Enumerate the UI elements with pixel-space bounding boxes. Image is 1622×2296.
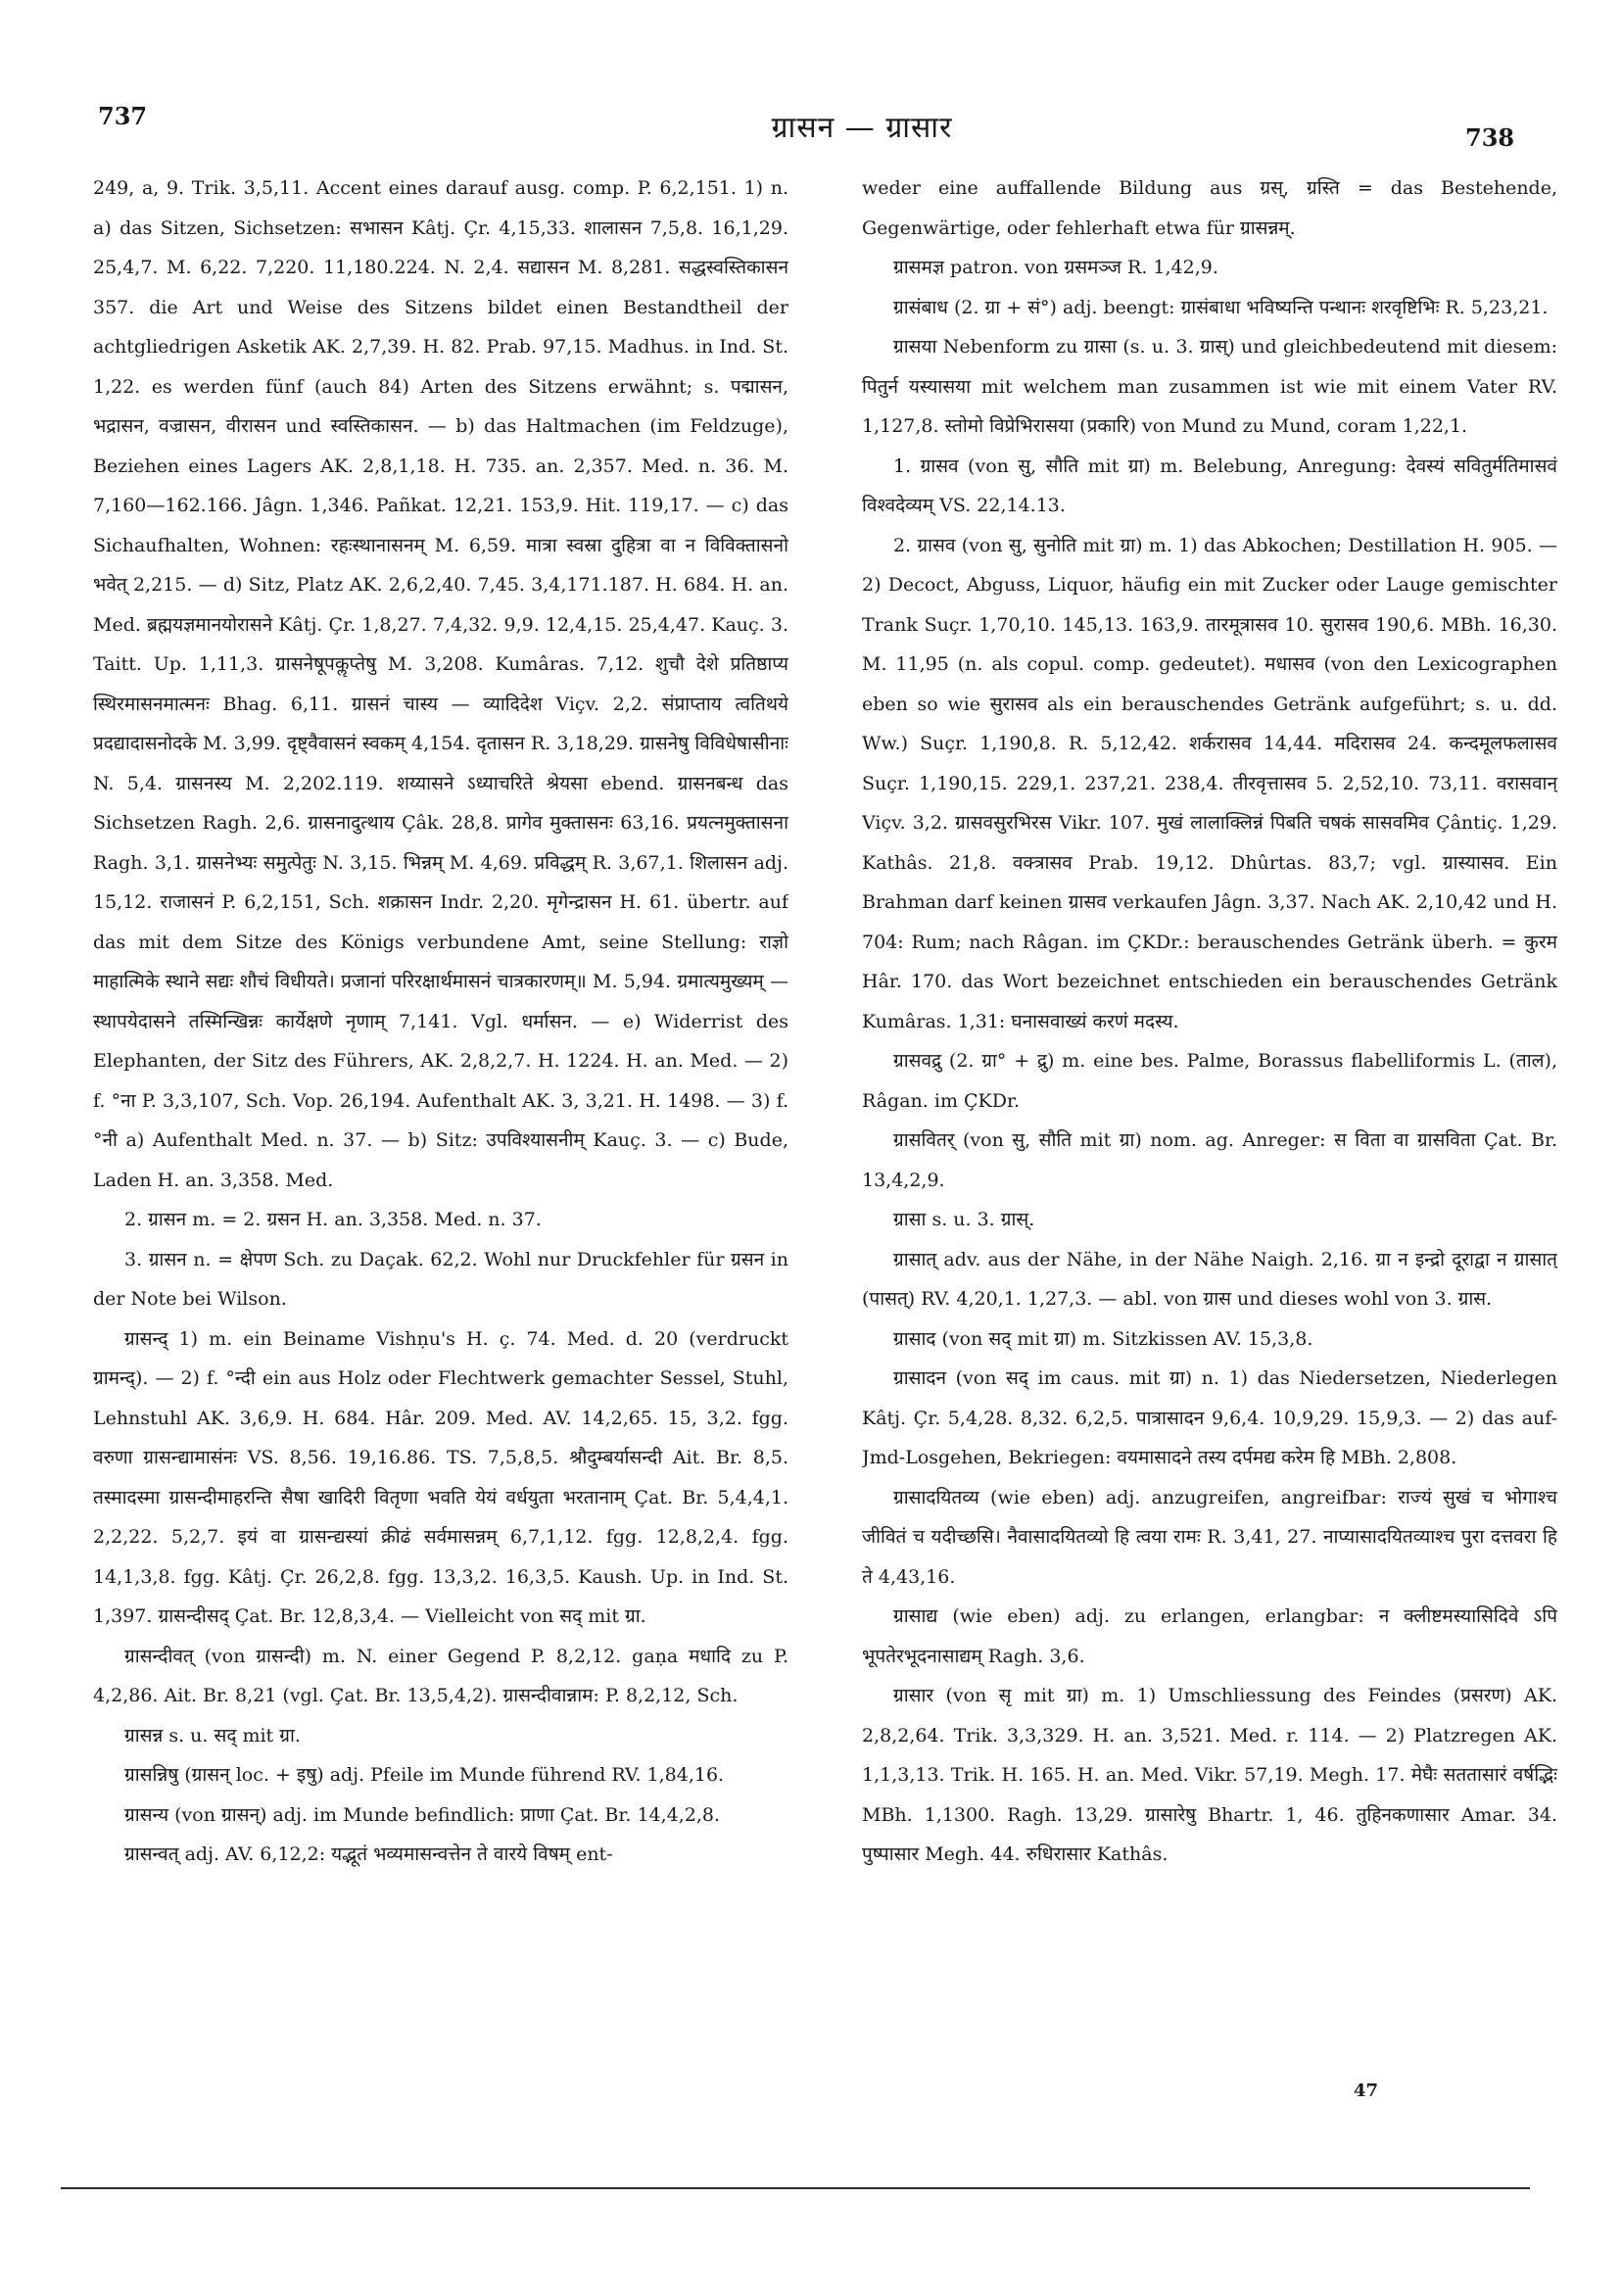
- entry-paragraph: ग्रासंबाध (2. ग्रा + सं°) adj. beengt: ग्रासंबाधा भविष्यन्ति पन्थानः शरवृष्टिभिः R. 5,23,21.: [893, 296, 1549, 318]
- entry-paragraph: ग्रासादयितव्य (wie eben) adj. anzugreifen, angreifbar: राज्यं सुखं च भोगाश्च जीवितं च यदीच्छसि। नैवासादयितव्यो हि त्वया रामः R. 3,41, 27. नाप्यासादयितव्याश्च पुरा दत्तवरा हि ते 4,43,16.: [862, 1486, 1557, 1588]
- left-column: [93, 168, 788, 2137]
- entry-paragraph: ग्रासन्द् 1) m. ein Beiname Vishṇu's H. ç. 74. Med. d. 20 (verdruckt ग्रामन्द्). — 2) f. °न्दी ein aus Holz oder Flechtwerk gemachter Sessel, Stuhl, Lehnstuhl AK. 3,6,9. H. 684. Hâr. 209. Med. AV. 14,2,65. 15, 3,2. fgg. वरुणा ग्रासन्द्यामासंनः VS. 8,56. 19,16.86. TS. 7,5,8,5. श्रौदुम्बर्यासन्दी Ait. Br. 8,5. तस्मादस्मा ग्रासन्दीमाहरन्ति सैषा खादिरी वितृणा भवति येयं वर्धयुता भरतानाम् Çat. Br. 5,4,4,1. 2,2,22. 5,2,7. इयं वा ग्रासन्द्यस्यां क्रीढं सर्वमासन्नम् 6,7,1,12. fgg. 12,8,2,4. fgg. 14,1,3,8. fgg. Kâtj. Çr. 26,2,8. fgg. 13,3,2. 16,3,5. Kaush. Up. in Ind. St. 1,397. ग्रासन्दीसद् Çat. Br. 12,8,3,4. — Vielleicht von सद् mit ग्रा.: [93, 1327, 788, 1627]
- entry-paragraph: ग्रासमज्ञ patron. von ग्रसमञ्ज R. 1,42,9.: [893, 257, 1218, 278]
- entry-paragraph: ग्रासया Nebenform zu ग्रासा (s. u. 3. ग्रास्) und gleichbedeutend mit diesem: पितुर्न यस्यासया mit welchem man zusammen ist wie mit einem Vater RV. 1,127,8. स्तोमो विप्रेभिरासया (प्रकारि) von Mund zu Mund, coram 1,22,1.: [862, 336, 1557, 437]
- entry-paragraph: 249, a, 9. Trik. 3,5,11. Accent eines darauf ausg. comp. P. 6,2,151. 1) n. a) das Sitzen, Sichsetzen: सभासन Kâtj. Çr. 4,15,33. शालासन 7,5,8. 16,1,29. 25,4,7. M. 6,22. 7,220. 11,180.224. N. 2,4. सद्यासन M. 8,281. सद्धस्वस्तिकासन 357. die Art und Weise des Sitzens bildet einen Bestandtheil der achtgliedrigen Asketik AK. 2,7,39. H. 82. Prab. 97,15. Madhus. in Ind. St. 1,22. es werden fünf (auch 84) Arten des Sitzens erwähnt; s. पद्मासन, भद्रासन, वज्रासन, वीरासन und स्वस्तिकासन. — b) das Haltmachen (im Feldzuge), Beziehen eines Lagers AK. 2,8,1,18. H. 735. an. 2,357. Med. n. 36. M. 7,160—162.166. Jâgn. 1,346. Pañkat. 12,21. 153,9. Hit. 119,17. — c) das Sichaufhalten, Wohnen: रहःस्थानासनम् M. 6,59. मात्रा स्वस्रा दुहित्रा वा न विविक्तासनो भवेत् 2,215. — d) Sitz, Platz AK. 2,6,2,40. 7,45. 3,4,171.187. H. 684. H. an. Med. ब्रह्मयज्ञमानयोरासने Kâtj. Çr. 1,8,27. 7,4,32. 9,9. 12,4,15. 25,4,47. Kauç. 3. Taitt. Up. 1,11,3. ग्रासनेषूपकॢप्तेषु M. 3,208. Kumâras. 7,12. शुचौ देशे प्रतिष्ठाप्य स्थिरमासनमात्मनः Bhag. 6,11. ग्रासनं चास्य — व्यादिदेश Viçv. 2,2. संप्राप्ताय त्वतिथये प्रदद्यादासनोदके M. 3,99. दृष्ट्वैवासनं स्वकम् 4,154. दृतासन R. 3,18,29. ग्रासनेषु विविधेषासीनाः N. 5,4. ग्रासनस्य M. 2,202.119. शय्यासने ऽध्याचरिते श्रेयसा ebend. ग्रासनबन्ध das Sichsetzen Ragh. 2,6. ग्रासनादुत्थाय Çâk. 28,8. प्रागेव मुक्तासनः 63,16. प्रयत्नमुक्तासना Ragh. 3,1. ग्रासनेभ्यः समुत्पेतुः N. 3,15. भिन्नम् M. 4,69. प्रविद्धम् R. 3,67,1. शिलासन adj. 15,12. राजासनं P. 6,2,151, Sch. शक्रासन Indr. 2,20. मृगेन्द्रासन H. 61. übertr. auf das mit dem Sitze des Königs verbundene Amt, seine Stellung: राज्ञो माहात्मिके स्थाने सद्यः शौचं विधीयते। प्रजानां परिरक्षार्थमासनं चात्रकारणम्॥ M. 5,94. ग्रमात्यमुख्यम् — स्थापयेदासने तस्मिन्खिन्नः कार्येक्षणे नृणाम् 7,141. Vgl. धर्मासन. — e) Widerrist des Elephanten, der Sitz des Führers, AK. 2,8,2,7. H. 1224. H. an. Med. — 2) f. °ना P. 3,3,107, Sch. Vop. 26,194. Aufenthalt AK. 3, 3,21. H. 1498. — 3) f. °नी a) Aufenthalt Med. n. 37. — b) Sitz: उपविश्यासनीम् Kauç. 3. — c) Bude, Laden H. an. 3,358. Med.: [93, 177, 788, 1191]
- entry-paragraph: weder eine auffallende Bildung aus ग्रस्, ग्रस्ति = das Bestehende, Gegenwärtige, oder fehlerhaft etwa für ग्रासन्नम्.: [862, 177, 1557, 239]
- entry-paragraph: ग्रासन्वत् adj. AV. 6,12,2: यद्भूतं भव्यमासन्वत्तेन ते वारये विषम् ent-: [124, 1843, 613, 1865]
- entry-paragraph: 3. ग्रासन n. = क्षेपण Sch. zu Daçak. 62,2. Wohl nur Druckfehler für ग्रसन in der Note bei Wilson.: [93, 1248, 788, 1310]
- entry-paragraph: ग्रासन्न s. u. सद् mit ग्रा.: [124, 1724, 301, 1746]
- entry-paragraph: ग्रासा s. u. 3. ग्रास्.: [893, 1209, 1035, 1230]
- entry-paragraph: 1. ग्रासव (von सु, सौति mit ग्रा) m. Belebung, Anregung: देवस्यं सवितुर्मतिमासवं विश्वदेव्यम् VS. 22,14.13.: [862, 454, 1557, 516]
- entry-paragraph: ग्रासाद (von सद् mit ग्रा) m. Sitzkissen AV. 15,3,8.: [893, 1327, 1313, 1350]
- entry-paragraph: ग्रासवद्रु (2. ग्रा° + द्रु) m. eine bes. Palme, Borassus flabelliformis L. (ताल), Râgan. im ÇKDr.: [862, 1050, 1557, 1112]
- signature-mark: 47: [1354, 2081, 1379, 2101]
- entry-paragraph: 2. ग्रासव (von सु, सुनोति mit ग्रा) m. 1) das Abkochen; Destillation H. 905. — 2) Decoct, Abguss, Liquor, häufig ein mit Zucker oder Lauge gemischter Trank Suçr. 1,70,10. 145,13. 163,9. तारमूत्रासव 10. सुरासव 190,6. MBh. 16,30. M. 11,95 (n. als copul. comp. gedeutet). मधासव (von den Lexicographen eben so wie सुरासव als ein berauschendes Getränk aufgeführt; s. u. dd. Ww.) Suçr. 1,190,8. R. 5,12,42. शर्करासव 14,44. मदिरासव 24. कन्दमूलफलासव Suçr. 1,190,15. 229,1. 237,21. 238,4. तीरवृत्तासव 5. 2,52,10. 73,11. वरासवान् Viçv. 3,2. ग्रासवसुरभिरस Vikr. 107. मुखं लालाक्लिन्नं पिबति चषकं सासवमिव Çântiç. 1,29. Kathâs. 21,8. वक्त्रासव Prab. 19,12. Dhûrtas. 83,7; vgl. ग्रास्यासव. Ein Brahman darf keinen ग्रासव verkaufen Jâgn. 3,37. Nach AK. 2,10,42 und H. 704: Rum; nach Râgan. im ÇKDr.: berauschendes Getränk überh. = कुरम Hâr. 170. das Wort bezeichnet entschieden ein berauschendes Getränk Kumâras. 1,31: घनासवाख्यं करणं मदस्य.: [862, 534, 1557, 1032]
- page-number-left: 737: [98, 102, 148, 130]
- bottom-rule: [61, 2187, 1530, 2189]
- entry-paragraph: ग्रासार (von सृ mit ग्रा) m. 1) Umschliessung des Feindes (प्रसरण) AK. 2,8,2,64. Trik. 3,3,329. H. an. 3,521. Med. r. 114. — 2) Platzregen AK. 1,1,3,13. Trik. H. 165. H. an. Med. Vikr. 57,19. Megh. 17. मेघैः सततासारं वर्षद्भिः MBh. 1,1300. Ragh. 13,29. ग्रासारेषु Bhartr. 1, 46. तुहिनकणासार Amar. 34. पुष्पासार Megh. 44. रुधिरासार Kathâs.: [862, 1685, 1557, 1865]
- entry-paragraph: 2. ग्रासन m. = 2. ग्रसन H. an. 3,358. Med. n. 37.: [124, 1209, 542, 1230]
- page-number-right: 738: [1465, 123, 1515, 152]
- entry-paragraph: ग्रासन्य (von ग्रासन्) adj. im Munde befindlich: प्राणा Çat. Br. 14,4,2,8.: [124, 1803, 721, 1826]
- entry-paragraph: ग्रासात् adv. aus der Nähe, in der Nähe Naigh. 2,16. ग्रा न इन्द्रो दूराद्वा न ग्रासात् (पासत्) RV. 4,20,1. 1,27,3. — abl. von ग्रास und dieses wohl von 3. ग्रास.: [862, 1248, 1557, 1310]
- page-header: [0, 0, 1622, 167]
- entry-paragraph: ग्रासन्निषु (ग्रासन् loc. + इषु) adj. Pfeile im Munde führend RV. 1,84,16.: [124, 1764, 725, 1786]
- entry-paragraph: ग्रासादन (von सद् im caus. mit ग्रा) n. 1) das Niedersetzen, Niederlegen Kâtj. Çr. 5,4,28. 8,32. 6,2,5. पात्रासादन 9,6,4. 10,9,29. 15,9,3. — 2) das auf-Jmd-Losgehen, Bekriegen: वयमासादने तस्य दर्पमद्य करेम हि MBh. 2,808.: [862, 1367, 1557, 1468]
- entry-paragraph: ग्रासन्दीवत् (von ग्रासन्दी) m. N. einer Gegend P. 8,2,12. gaṇa मधादि zu P. 4,2,86. Ait. Br. 8,21 (vgl. Çat. Br. 13,5,4,2). ग्रासन्दीवान्नाम: P. 8,2,12, Sch.: [93, 1645, 788, 1706]
- entry-paragraph: ग्रासवितर् (von सु, सौति mit ग्रा) nom. ag. Anreger: स विता वा ग्रासविता Çat. Br. 13,4,2,9.: [862, 1129, 1557, 1191]
- running-head: ग्रासन — ग्रासार: [771, 111, 953, 145]
- entry-paragraph: ग्रासाद्य (wie eben) adj. zu erlangen, erlangbar: न क्लीष्टमस्यासिदिवे ऽपि भूपतेरभूदनासाद्यम् Ragh. 3,6.: [862, 1605, 1557, 1667]
- right-column: [862, 168, 1557, 2137]
